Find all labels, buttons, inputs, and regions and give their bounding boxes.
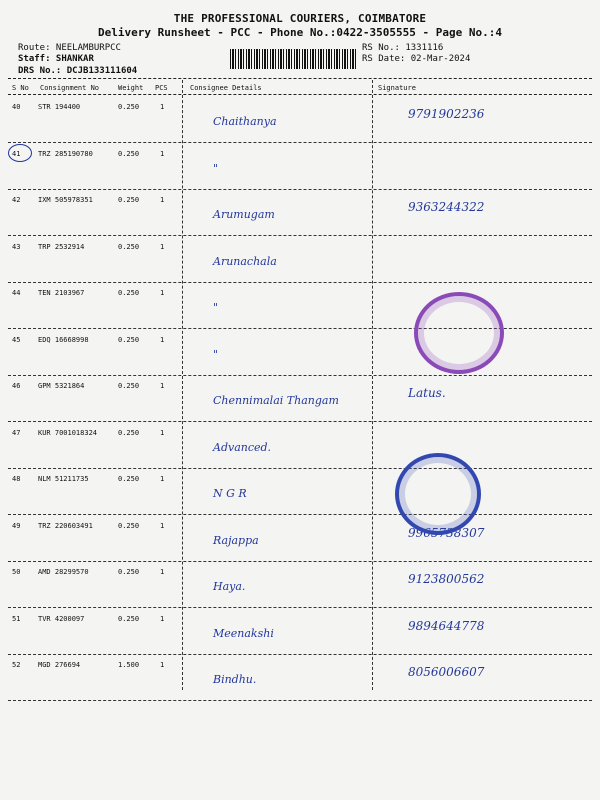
table-row <box>8 283 592 329</box>
runsheet-subtitle: Delivery Runsheet - PCC - Phone No.:0422-3505555 - Page No.:4 <box>98 26 502 39</box>
weight-cell: 0.250 <box>118 335 140 344</box>
header-rule-bottom <box>8 94 592 95</box>
consignment-cell: IXM 505978351 <box>38 196 93 204</box>
consignment-cell: EDQ 16668998 <box>38 335 89 344</box>
sno-cell: 49 <box>12 521 21 530</box>
row-separator <box>8 700 592 701</box>
pcs-cell: 1 <box>160 103 165 111</box>
weight-cell: 0.250 <box>118 428 140 437</box>
table-row <box>8 237 592 283</box>
company-seal-stamp <box>414 292 504 374</box>
signature-handwritten: 9363244322 <box>408 200 485 214</box>
pcs-cell: 1 <box>160 475 165 483</box>
table-row <box>8 609 592 655</box>
signature-handwritten: 9123800562 <box>408 572 485 586</box>
signature-handwritten: Latus. <box>408 386 446 400</box>
col-sno: S No <box>12 84 29 92</box>
col-pcs: PCS <box>155 84 168 92</box>
pcs-cell: 1 <box>160 242 165 251</box>
consignment-cell: KUR 7001018324 <box>38 428 98 437</box>
col-consignee: Consignee Details <box>190 84 262 92</box>
consignment-cell: NLM 51211735 <box>38 475 89 483</box>
sno-cell: 45 <box>12 335 21 344</box>
weight-cell: 0.250 <box>118 289 140 297</box>
table-row <box>8 516 592 562</box>
consignee-handwritten: Chaithanya <box>213 115 277 128</box>
signature-handwritten: 8056006607 <box>408 665 485 679</box>
col-weight: Weight <box>118 84 144 92</box>
table-row <box>8 562 592 608</box>
weight-cell: 0.250 <box>118 242 140 251</box>
consignee-handwritten: Chennimalai Thangam <box>213 394 339 407</box>
sno-cell: 51 <box>12 614 21 623</box>
weight-cell: 0.250 <box>118 614 140 623</box>
pcs-cell: 1 <box>160 289 165 297</box>
consignee-handwritten: Advanced. <box>213 440 272 454</box>
consignee-handwritten: " <box>213 347 219 361</box>
barcode <box>230 49 356 69</box>
weight-cell: 0.250 <box>118 196 140 204</box>
consignment-cell: AMD 28299570 <box>38 568 89 576</box>
consignee-handwritten: Meenakshi <box>213 626 274 640</box>
pcs-cell: 1 <box>160 661 165 669</box>
rs-number: RS No.: 1331116 <box>362 43 444 53</box>
automation-seal-stamp <box>395 453 481 535</box>
consignee-handwritten: Rajappa <box>213 533 259 547</box>
sno-cell: 47 <box>12 428 21 437</box>
pcs-cell: 1 <box>160 149 165 158</box>
pcs-cell: 1 <box>160 614 165 623</box>
sno-cell: 46 <box>12 382 21 390</box>
table-row <box>8 423 592 469</box>
sno-cell: 42 <box>12 196 21 204</box>
consignment-cell: MGD 276694 <box>38 661 81 669</box>
consignment-cell: TRZ 285190780 <box>38 149 93 158</box>
weight-cell: 1.500 <box>118 661 140 669</box>
company-title: THE PROFESSIONAL COURIERS, COIMBATORE <box>173 12 427 25</box>
header-rule-top <box>8 78 592 79</box>
signature-handwritten: 9894644778 <box>408 618 485 633</box>
table-row <box>8 144 592 190</box>
consignment-cell: TEN 2103967 <box>38 289 85 297</box>
pcs-cell: 1 <box>160 382 165 390</box>
consignee-handwritten: Haya. <box>213 580 246 593</box>
weight-cell: 0.250 <box>118 521 140 530</box>
consignment-cell: STR 194400 <box>38 103 81 111</box>
table-row <box>8 376 592 422</box>
consignee-handwritten: Arunachala <box>213 254 277 268</box>
consignee-handwritten: Arumugam <box>213 208 275 221</box>
sno-cell: 43 <box>12 242 21 251</box>
sno-cell: 41 <box>12 149 21 158</box>
drs-label: DRS No.: DCJB133111604 <box>18 66 138 76</box>
consignment-cell: TRP 2532914 <box>38 242 85 251</box>
sno-cell: 50 <box>12 568 21 576</box>
consignment-cell: GPM 5321864 <box>38 382 85 390</box>
signature-handwritten: 9791902236 <box>408 107 485 121</box>
sno-cell: 52 <box>12 661 21 669</box>
table-row <box>8 469 592 515</box>
pcs-cell: 1 <box>160 521 165 530</box>
consignee-handwritten: " <box>213 301 219 314</box>
consignee-handwritten: Bindhu. <box>213 673 257 686</box>
col-signature: Signature <box>378 84 416 92</box>
col-consignment: Consignment No <box>40 84 100 92</box>
table-row <box>8 97 592 143</box>
weight-cell: 0.250 <box>118 568 140 576</box>
consignment-cell: TRZ 220603491 <box>38 521 93 530</box>
weight-cell: 0.250 <box>118 475 140 483</box>
consignee-handwritten: N G R <box>213 487 247 500</box>
route-label: Route: NEELAMBURPCC <box>18 43 121 53</box>
consignment-cell: TVR 4200097 <box>38 614 85 623</box>
pcs-cell: 1 <box>160 568 165 576</box>
staff-label: Staff: SHANKAR <box>18 54 94 64</box>
sno-cell: 44 <box>12 289 21 297</box>
table-row <box>8 655 592 701</box>
table-row <box>8 190 592 236</box>
weight-cell: 0.250 <box>118 103 140 111</box>
rs-date: RS Date: 02-Mar-2024 <box>362 54 471 64</box>
circled-row-mark <box>8 144 32 162</box>
weight-cell: 0.250 <box>118 382 140 390</box>
weight-cell: 0.250 <box>118 149 140 158</box>
pcs-cell: 1 <box>160 428 165 437</box>
sno-cell: 40 <box>12 103 21 111</box>
consignee-handwritten: " <box>213 161 219 175</box>
table-row <box>8 330 592 376</box>
pcs-cell: 1 <box>160 335 165 344</box>
sno-cell: 48 <box>12 475 21 483</box>
signature-handwritten: 9965738307 <box>408 525 485 540</box>
pcs-cell: 1 <box>160 196 165 204</box>
